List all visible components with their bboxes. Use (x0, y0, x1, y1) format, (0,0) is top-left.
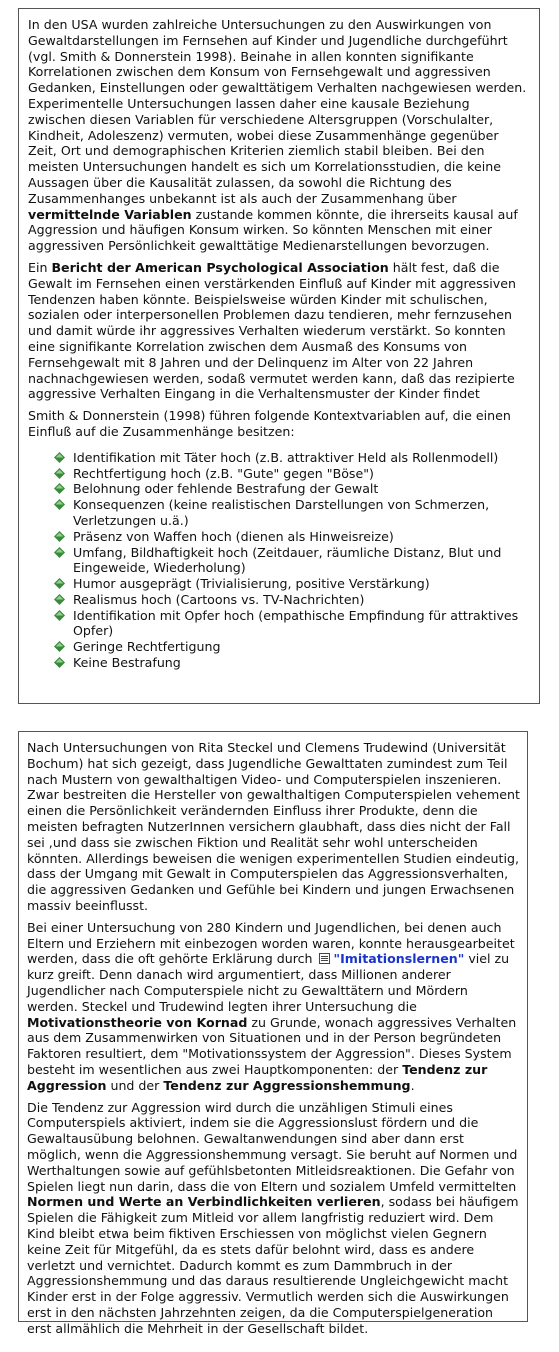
emphasis-apa-report: Bericht der American Psychological Association (51, 259, 389, 275)
emphasis-mediating-variables: vermittelnde Variablen (28, 206, 192, 222)
emphasis-aggression-inhibition: Tendenz zur Aggressionshemmung (163, 1077, 411, 1093)
diamond-bullet-icon (54, 452, 65, 463)
diamond-bullet-icon (54, 547, 65, 558)
paragraph-context-variables-intro: Smith & Donnerstein (1998) führen folgende Kontextvariablen auf, die einen Einfluß auf die Zusammenhänge besitzen: (28, 408, 511, 439)
diamond-bullet-icon (54, 499, 65, 510)
emphasis-aggression-tendency: Tendenz zur Aggression (27, 1061, 488, 1093)
list-item: Identifikation mit Opfer hoch (empathische Empfindung für attraktives Opfer) (54, 608, 530, 640)
emphasis-motivation-theory: Motivationstheorie von Kornad (27, 1014, 248, 1030)
diamond-bullet-icon (54, 468, 65, 479)
list-item: Geringe Rechtfertigung (54, 639, 530, 655)
list-item: Realismus hoch (Cartoons vs. TV-Nachrichten) (54, 592, 530, 608)
imitationslernen-link[interactable]: "Imitationslernen" (333, 951, 465, 967)
diamond-bullet-icon (54, 531, 65, 542)
list-item: Präsenz von Waffen hoch (dienen als Hinweisreize) (54, 529, 530, 545)
paragraph-aggression-tendency: Die Tendenz zur Aggression wird durch die unzähligen Stimuli eines Computerspiels aktiviert, indem sie die Aggressionslust fördern und die Gewaltausübung belohnen. Gewaltanwendungen sind aber dann erst möglich, wenn die Aggressionshemmung versagt. Sie beruht auf Normen und Werthaltungen sowie auf gefühlsbetonten Mitleidsreaktionen. Die Gefahr von Spielen liegt nun darin, dass die von Eltern und sozialem Umfeld vermittelten Normen und Werte an Verbindlichkeiten verlieren, sodass bei häufigem Spielen die Fähigkeit zum Mitleid vor allem langfristig reduziert wird. Dem Kind bleibt etwa beim fiktiven Erschiessen von möglichst vielen Gegnern keine Zeit für Mitgefühl, da es stets dafür belohnt wird, dass es andere verletzt und vernichtet. Dadurch kommt es zum Dammbruch in der Aggressionshemmung und das daraus resultierende Ungleichgewicht macht Kinder erst in der Folge aggressiv. Vermutlich werden sich die Auswirkungen erst in den nächsten Jahrzehnten zeigen, da die Computerspielgeneration erst allmählich die Mehrheit in der Gesellschaft bildet. (27, 1099, 519, 1336)
article-box-computer-games (18, 731, 528, 1336)
diamond-bullet-icon (54, 594, 65, 605)
external-link-icon[interactable] (319, 953, 330, 964)
list-item: Humor ausgeprägt (Trivialisierung, positive Verstärkung) (54, 576, 530, 592)
diamond-bullet-icon (54, 610, 65, 621)
list-item: Rechtfertigung hoch (z.B. "Gute" gegen "Böse") (54, 466, 530, 482)
diamond-bullet-icon (54, 641, 65, 652)
paragraph-bochum-study: Nach Untersuchungen von Rita Steckel und Clemens Trudewind (Universität Bochum) hat sich gezeigt, dass Jugendliche Gewalttaten zumindest zum Teil nach Mustern von gewalthaltigen Video- und Computerspielen inszenieren. Zwar bestreiten die Hersteller von gewalthaltigen Computerspielen vehement einen die Persönlichkeit verändernden Einfluss ihrer Produkte, denn die meisten befragten NutzerInnen versichern glaubhaft, dass dies nicht der Fall sei ,und dass sie zwischen Fiktion und Realität sehr wohl unterscheiden könnten. Allerdings beweisen die wenigen experimentellen Studien eindeutig, dass der Umgang mit Gewalt in Computerspielen das Aggressionsverhalten, die aggressiven Gedanken und Gefühle bei Kindern und jungen Erwachsenen massiv beeinflusst. (27, 740, 520, 913)
list-item: Belohnung oder fehlende Bestrafung der Gewalt (54, 481, 530, 497)
diamond-bullet-icon (54, 657, 65, 668)
list-item: Konsequenzen (keine realistischen Darstellungen von Schmerzen, Verletzungen u.ä.) (54, 497, 530, 529)
emphasis-norms-values: Normen und Werte an Verbindlichkeiten verlieren (27, 1194, 381, 1210)
article-box-tv-violence (18, 8, 540, 704)
diamond-bullet-icon (54, 483, 65, 494)
diamond-bullet-icon (54, 578, 65, 589)
paragraph-apa-report: Ein Bericht der American Psychological Association hält fest, daß die Gewalt im Fernsehen einen verstärkenden Einfluß auf Kinder mit aggressiven Tendenzen haben könnte. Beispielsweise würden Kinder mit schulischen, sozialen oder interpersonellen Problemen dazu tendieren, mehr fernzusehen und damit würde ihr aggressives Verhalten wiederum verstärkt. So konnten eine signifikante Korrelation zwischen dem Ausmaß des Konsums von Fernsehgewalt mit 8 Jahren und der Delinquenz im Alter von 22 Jahren nachnachgewiesen werden, sodaß vermutet werden kann, daß das rezipierte aggressive Verhalten Eingang in die Verhaltensmuster der Kinder findet (28, 259, 516, 402)
context-variables-list (28, 450, 530, 671)
list-item: Identifikation mit Täter hoch (z.B. attraktiver Held als Rollenmodell) (54, 450, 530, 466)
paragraph-tv-studies: In den USA wurden zahlreiche Untersuchungen zu den Auswirkungen von Gewaltdarstellungen im Fernsehen auf Kinder und Jugendliche durchgeführt (vgl. Smith & Donnerstein 1998). Beinahe in allen konnten signifikante Korrelationen zwischen dem Konsum von Fernsehgewalt und aggressiven Gedanken, Einstellungen oder gewalttätigem Verhalten nachgewiesen werden. Experimentelle Untersuchungen lassen daher eine kausale Beziehung zwischen diesen Variablen für verschiedene Altersgruppen (Vorschulalter, Kindheit, Adoleszenz) vermuten, wobei diese Zusammenhänge gegenüber Zeit, Ort und demographischen Kriterien ziemlich stabil bleiben. Bei den meisten Untersuchungen handelt es sich um Korrelationsstudien, die keine Aussagen über die Kausalität zulassen, da sowohl die Richtung des Zusammenhanges unbekannt ist als auch der Zusammenhang über vermittelnde Variablen zustande kommen könnte, die ihrerseits kausal auf Aggression und häufigen Konsum wirken. So könnten Menschen mit einer aggressiven Persönlichkeit gewalttätige Medienarstellungen bevorzugen. (28, 17, 527, 254)
list-item: Keine Bestrafung (54, 655, 530, 671)
paragraph-motivation-theory: Bei einer Untersuchung von 280 Kindern und Jugendlichen, bei denen auch Eltern und Erziehern mit einbezogen worden waren, konnte herausgearbeitet werden, dass die oft gehörte Erklärung durch "Imitationslernen" viel zu kurz greift. Denn danach wird argumentiert, dass Millionen anderer Jugendlicher nach Computerspiele nicht zu Gewalttätern und Mördern werden. Steckel und Trudewind legten ihrer Untersuchung die Motivationstheorie von Kornad zu Grunde, wonach aggressives Verhalten aus dem Zusammenwirken von Situationen und in der Person begründeten Faktoren resultiert, dem "Motivationssystem der Aggression". Dieses System besteht im wesentlichen aus zwei Hauptkomponenten: der Tendenz zur Aggression und der Tendenz zur Aggressionshemmung. (27, 919, 517, 1093)
list-item: Umfang, Bildhaftigkeit hoch (Zeitdauer, räumliche Distanz, Blut und Eingeweide, Wiederholung) (54, 545, 530, 577)
